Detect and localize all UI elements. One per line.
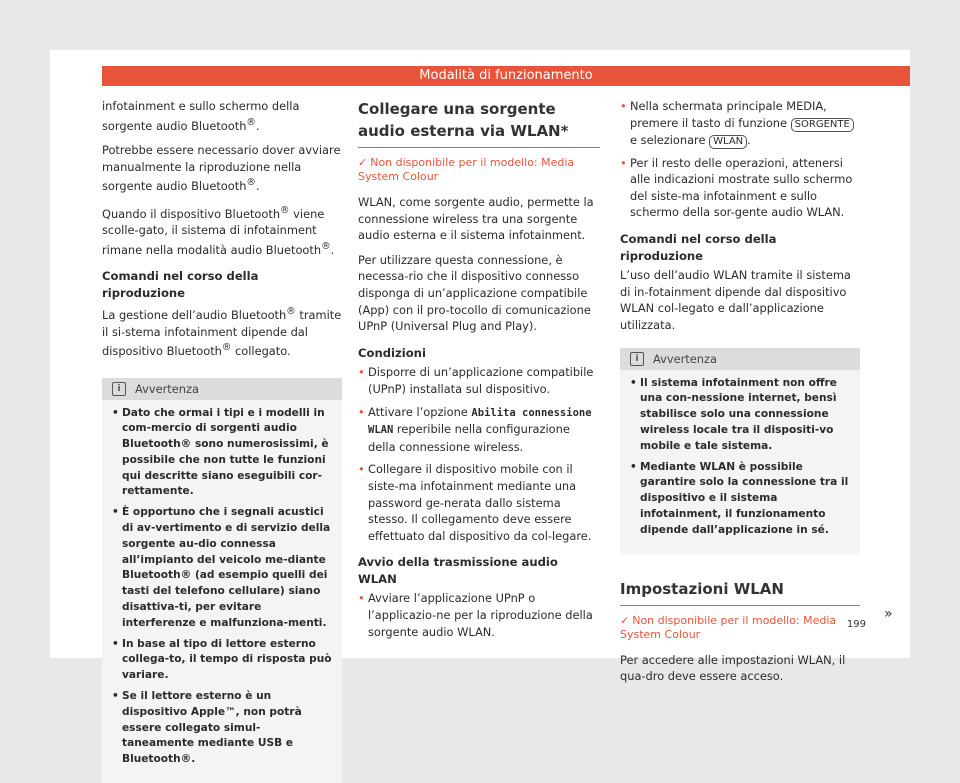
info-icon: i [112, 382, 126, 396]
text: Dato che ormai i tipi e i modelli in com-mercio di sorgenti audio Bluetooth® sono numerosissimi, è possibile che non tutte le funzioni qui descritte siano eseguibili cor-rettamente. [122, 407, 329, 498]
subheading: Comandi nel corso della riproduzione [102, 268, 342, 301]
key-wlan: WLAN [709, 135, 747, 149]
bullet-icon: • [630, 460, 637, 476]
availability-note [358, 156, 600, 184]
reg-mark: ® [246, 117, 256, 128]
list-item [358, 364, 600, 397]
paragraph: WLAN, come sorgente audio, permette la connessione wireless tra una sorgente audio esterna e il sistema infotainment. [358, 194, 600, 244]
paragraph: L’uso dell’audio WLAN tramite il sistema di in-fotainment dipende dal dispositivo WLAN col-legato e dall’applicazione utilizzata. [620, 267, 860, 333]
list-item [112, 406, 332, 501]
text: Non disponibile per il modello: Media System Colour [358, 156, 574, 183]
warning-header [620, 348, 860, 370]
column-3 [620, 98, 860, 693]
bullet-icon: • [620, 98, 627, 115]
text: reperibile nella configurazione della connessione wireless. [368, 422, 570, 454]
text: collegato. [231, 344, 290, 358]
list-item [112, 637, 332, 684]
text: viene scolle-gato, il sistema di infotainment rimane nella modalità audio Bluetooth [102, 206, 324, 256]
bullet-icon: • [112, 505, 119, 521]
reg-mark: ® [286, 306, 296, 317]
availability-note [620, 614, 860, 642]
bullet-icon: • [112, 689, 119, 705]
bullet-icon: • [112, 637, 119, 653]
continue-arrow-icon: » [884, 606, 893, 622]
reg-mark: ® [222, 342, 232, 353]
warning-box [620, 348, 860, 554]
reg-mark: ® [321, 241, 331, 252]
text: e selezionare [630, 133, 709, 147]
list-item [358, 404, 600, 456]
text: La gestione dell’audio Bluetooth [102, 308, 286, 322]
section-header: Modalità di funzionamento [102, 66, 910, 86]
bullet-icon: • [358, 404, 365, 421]
subheading: Condizioni [358, 345, 600, 362]
column-1 [102, 98, 342, 783]
text: Se il lettore esterno è un dispositivo Apple™, non potrà essere collegato simul-taneamente mediante USB e Bluetooth®. [122, 690, 302, 765]
list-item [358, 590, 600, 640]
paragraph: Per accedere alle impostazioni WLAN, il qua-dro deve essere acceso. [620, 652, 860, 685]
paragraph: infotainment e sullo schermo della sorgente audio Bluetooth®. [102, 98, 342, 134]
paragraph: Per utilizzare questa connessione, è necessa-rio che il dispositivo connesso disponga di un’applicazione compatibile (App) con il pro-tocollo di comunicazione UPnP (Universal Plug and Play). [358, 252, 600, 335]
text: Non disponibile per il modello: Media System Colour [620, 614, 836, 641]
section-title: Collegare una sorgente audio esterna via WLAN* [358, 98, 600, 148]
check-icon: ✓ [620, 614, 629, 627]
option-name: Abilita connessione WLAN [368, 407, 592, 437]
list-item [112, 505, 332, 631]
text: Per il resto delle operazioni, attenersi alle indicazioni mostrate sullo schermo del siste-ma infotainment e sullo schermo della sor-gente audio WLAN. [630, 156, 852, 220]
list-item [358, 461, 600, 544]
check-icon: ✓ [358, 156, 367, 169]
warning-box [102, 378, 342, 783]
text: In base al tipo di lettore esterno collega-to, il tempo di risposta può variare. [122, 638, 332, 682]
bullet-icon: • [630, 376, 637, 392]
warning-header [102, 378, 342, 400]
section-title: Impostazioni WLAN [620, 578, 860, 606]
text: Disporre di un’applicazione compatibile (UPnP) installata sul dispositivo. [368, 365, 593, 396]
bullet-icon: • [358, 590, 365, 607]
list-item [620, 155, 860, 221]
subheading: Comandi nel corso della riproduzione [620, 231, 860, 264]
column-2 [358, 98, 600, 646]
text: È opportuno che i segnali acustici di av-vertimento e di servizio della sorgente au-dio connessa all’impianto del veicolo me-diante Bluetooth® (ad esempio quelli dei tasti del telefono cellulare) siano disattiva-ti, per evitare interferenze e malfunziona-menti. [122, 506, 330, 629]
paragraph: Potrebbe essere necessario dover avviare manualmente la riproduzione nella sorgente audio Bluetooth®. [102, 142, 342, 195]
bullet-icon: • [358, 364, 365, 381]
paragraph [102, 304, 342, 359]
warning-title: Avvertenza [135, 378, 199, 400]
text: infotainment e sullo schermo della sorgente audio Bluetooth [102, 99, 299, 132]
list-item [112, 689, 332, 768]
subheading: Avvio della trasmissione audio WLAN [358, 554, 600, 587]
reg-mark: ® [280, 205, 290, 216]
text: Avviare l’applicazione UPnP o l’applicazio-ne per la riproduzione della sorgente audio WLAN. [368, 591, 593, 638]
bullet-icon: • [620, 155, 627, 172]
text: Nella schermata principale MEDIA, premere il tasto di funzione [630, 99, 827, 130]
list-item [630, 376, 850, 455]
warning-body [620, 370, 860, 539]
text: . [747, 133, 751, 147]
info-icon: i [630, 352, 644, 366]
text: tramite il si-stema infotainment dipende dal dispositivo Bluetooth [102, 308, 341, 358]
text: Attivare l’opzione [368, 405, 471, 419]
list-item [620, 98, 860, 149]
list-item [630, 460, 850, 539]
manual-page [50, 50, 910, 658]
bullet-icon: • [112, 406, 119, 422]
page-number: 199 [847, 619, 866, 630]
text: Mediante WLAN è possibile garantire solo la connessione tra il dispositivo e il sistema infotainment, il funzionamento dipende dall’applicazione in sé. [640, 461, 848, 536]
text: Collegare il dispositivo mobile con il siste-ma infotainment mediante una password ge-nerata dallo sistema stesso. Il collegamento deve essere effettuato dal dispositivo da col-legare. [368, 462, 591, 542]
warning-body [102, 400, 342, 769]
text: Quando il dispositivo Bluetooth [102, 206, 280, 220]
warning-title: Avvertenza [653, 348, 717, 370]
text: Potrebbe essere necessario dover avviare manualmente la riproduzione nella sorgente audio Bluetooth [102, 143, 340, 193]
text: Il sistema infotainment non offre una con-nessione internet, bensì stabilisce solo una connessione wireless locale tra il dispositi-vo mobile e tale sistema. [640, 377, 837, 452]
key-sorgente: SORGENTE [791, 118, 854, 132]
reg-mark: ® [246, 177, 256, 188]
paragraph: Quando il dispositivo Bluetooth® viene scolle-gato, il sistema di infotainment rimane nella modalità audio Bluetooth®. [102, 203, 342, 258]
bullet-icon: • [358, 461, 365, 478]
